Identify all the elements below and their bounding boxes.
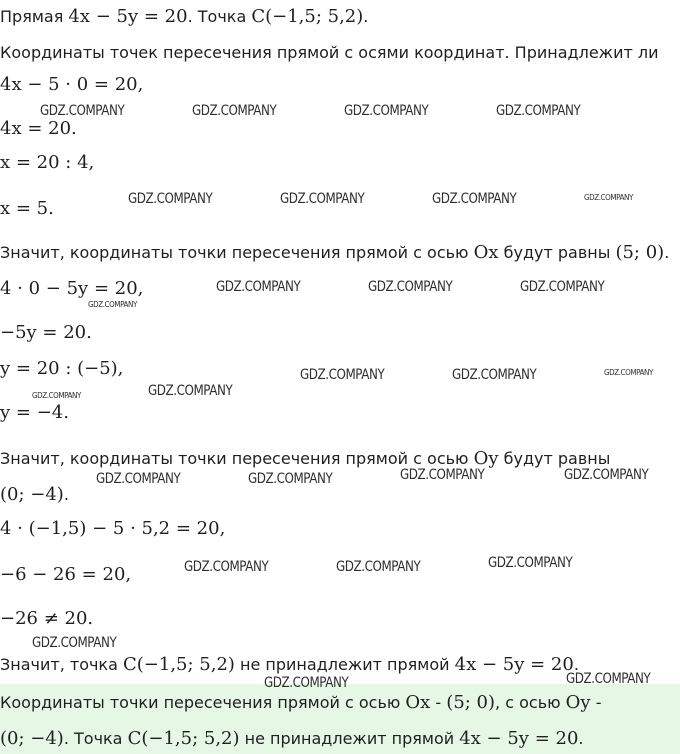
math: 4x − 5y = 20 bbox=[68, 6, 188, 27]
answer-line bbox=[0, 728, 584, 750]
watermark: GDZ.COMPANY bbox=[264, 675, 349, 691]
equation-line bbox=[0, 74, 143, 96]
watermark: GDZ.COMPANY bbox=[344, 103, 429, 119]
text: . Точка bbox=[187, 7, 252, 26]
watermark: GDZ.COMPANY bbox=[520, 279, 605, 295]
equation-line bbox=[0, 118, 77, 140]
math: (0; −4) bbox=[0, 728, 64, 749]
math: x = 5. bbox=[0, 198, 54, 219]
watermark: GDZ.COMPANY bbox=[32, 391, 81, 400]
text: Значит, координаты точки пересечения прямой с осью bbox=[0, 243, 474, 262]
equation-line bbox=[0, 322, 92, 344]
text: . bbox=[578, 729, 584, 748]
watermark: GDZ.COMPANY bbox=[216, 279, 301, 295]
text: Значит, точка bbox=[0, 655, 123, 674]
watermark: GDZ.COMPANY bbox=[488, 555, 573, 571]
watermark: GDZ.COMPANY bbox=[566, 671, 651, 687]
text: . bbox=[363, 7, 369, 26]
text: Значит, координаты точки пересечения прямой с осью bbox=[0, 449, 474, 468]
watermark: GDZ.COMPANY bbox=[192, 103, 277, 119]
conclusion-line-cont bbox=[0, 484, 69, 506]
watermark: GDZ.COMPANY bbox=[248, 471, 333, 487]
watermark: GDZ.COMPANY bbox=[148, 383, 233, 399]
conclusion-line bbox=[0, 242, 669, 264]
text: . Точка bbox=[63, 729, 128, 748]
math: C(−1,5; 5,2) bbox=[127, 728, 240, 749]
equation-line bbox=[0, 518, 225, 540]
text: . bbox=[63, 485, 69, 504]
watermark: GDZ.COMPANY bbox=[452, 367, 537, 383]
text: будут равны bbox=[498, 449, 611, 468]
watermark: GDZ.COMPANY bbox=[564, 467, 649, 483]
text: не принадлежит прямой bbox=[239, 729, 460, 748]
math: x = 20 : 4, bbox=[0, 152, 95, 173]
text: будут равны bbox=[498, 243, 616, 262]
problem-line bbox=[0, 6, 368, 28]
conclusion-line bbox=[0, 448, 610, 470]
equation-line bbox=[0, 278, 143, 300]
watermark: GDZ.COMPANY bbox=[432, 191, 517, 207]
watermark: GDZ.COMPANY bbox=[604, 368, 653, 377]
text: , с осью bbox=[495, 693, 566, 712]
text: . bbox=[664, 243, 670, 262]
equation-line bbox=[0, 358, 123, 380]
math: C(−1,5; 5,2) bbox=[122, 654, 235, 675]
text: . bbox=[573, 655, 579, 674]
math: (5; 0) bbox=[446, 692, 496, 713]
watermark: GDZ.COMPANY bbox=[88, 300, 137, 309]
watermark: GDZ.COMPANY bbox=[336, 559, 421, 575]
conclusion-line bbox=[0, 654, 579, 676]
math: (5; 0) bbox=[615, 242, 665, 263]
math: 4x = 20. bbox=[0, 118, 77, 139]
math: Oy bbox=[473, 448, 499, 469]
watermark: GDZ.COMPANY bbox=[128, 191, 213, 207]
math: −26 ≠ 20. bbox=[0, 608, 94, 629]
equation-line bbox=[0, 564, 131, 586]
watermark: GDZ.COMPANY bbox=[368, 279, 453, 295]
math: 4x − 5y = 20 bbox=[459, 728, 579, 749]
watermark: GDZ.COMPANY bbox=[300, 367, 385, 383]
math: 4 · 0 − 5y = 20, bbox=[0, 278, 144, 299]
text: - bbox=[430, 693, 447, 712]
math: y = −4. bbox=[0, 402, 69, 423]
watermark: GDZ.COMPANY bbox=[400, 467, 485, 483]
text: Координаты точки пересечения прямой с осью bbox=[0, 693, 406, 712]
math: Ox bbox=[473, 242, 499, 263]
watermark: GDZ.COMPANY bbox=[584, 193, 633, 202]
math: C(−1,5; 5,2) bbox=[251, 6, 364, 27]
text: не принадлежит прямой bbox=[234, 655, 455, 674]
math: −5y = 20. bbox=[0, 322, 92, 343]
math: Oy bbox=[565, 692, 591, 713]
equation-line bbox=[0, 198, 54, 220]
watermark: GDZ.COMPANY bbox=[280, 191, 365, 207]
text: Координаты точек пересечения прямой с осями координат. Принадлежит ли bbox=[0, 43, 659, 62]
math: 4x − 5y = 20 bbox=[454, 654, 574, 675]
math: y = 20 : (−5), bbox=[0, 358, 124, 379]
math: 4 · (−1,5) − 5 · 5,2 = 20, bbox=[0, 518, 226, 539]
text: - bbox=[590, 693, 602, 712]
watermark: GDZ.COMPANY bbox=[40, 103, 125, 119]
equation-line bbox=[0, 402, 69, 424]
watermark: GDZ.COMPANY bbox=[184, 559, 269, 575]
math: −6 − 26 = 20, bbox=[0, 564, 132, 585]
heading-line bbox=[0, 42, 659, 64]
answer-line bbox=[0, 692, 601, 714]
equation-line bbox=[0, 608, 93, 630]
equation-line bbox=[0, 152, 94, 174]
watermark: GDZ.COMPANY bbox=[96, 471, 181, 487]
math: 4x − 5 · 0 = 20, bbox=[0, 74, 144, 95]
math: (0; −4) bbox=[0, 484, 64, 505]
watermark: GDZ.COMPANY bbox=[32, 635, 117, 651]
math: Ox bbox=[405, 692, 431, 713]
watermark: GDZ.COMPANY bbox=[496, 103, 581, 119]
text: Прямая bbox=[0, 7, 69, 26]
